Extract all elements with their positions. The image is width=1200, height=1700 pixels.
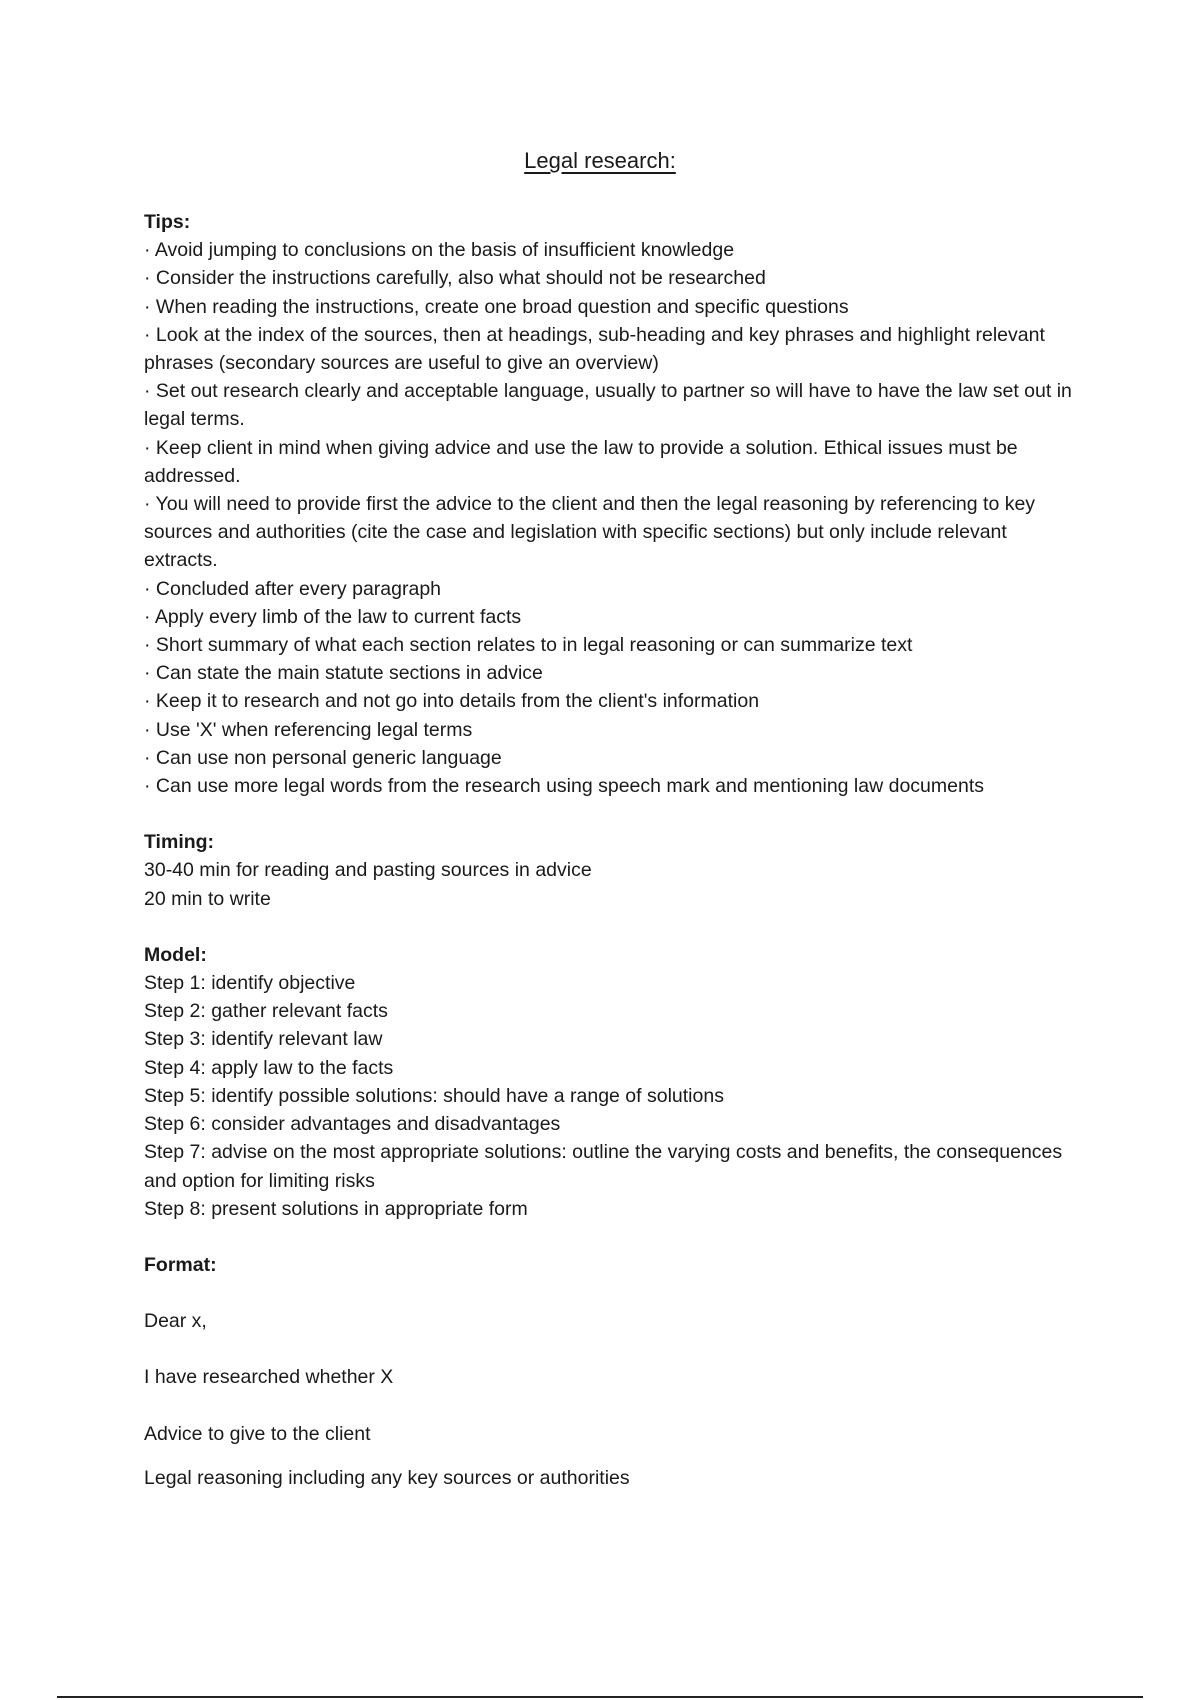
format-advice: Advice to give to the client xyxy=(144,1422,371,1445)
footer-rule xyxy=(57,1696,1143,1698)
model-step: Step 4: apply law to the facts xyxy=(144,1056,394,1079)
tip-item: · Avoid jumping to conclusions on the basis of insufficient knowledge xyxy=(144,239,735,262)
tip-item: · Set out research clearly and acceptable language, usually to partner so will have to have the law set out in legal terms. xyxy=(144,380,1072,431)
model-step: Step 6: consider advantages and disadvantages xyxy=(144,1113,561,1136)
timing-heading: Timing: xyxy=(144,831,215,854)
tip-item: · Can state the main statute sections in advice xyxy=(144,662,543,685)
page-title: Legal research: xyxy=(524,148,676,173)
model-heading: Model: xyxy=(144,943,207,966)
tip-item: · Keep it to research and not go into details from the client's information xyxy=(144,690,760,713)
document-body xyxy=(144,208,1084,1492)
tip-item: · When reading the instructions, create one broad question and specific questions xyxy=(144,295,849,318)
tip-item: · Keep client in mind when giving advice and use the law to provide a solution. Ethical issues must be addressed. xyxy=(144,436,1018,487)
format-intro: I have researched whether X xyxy=(144,1366,394,1389)
tip-item: · Concluded after every paragraph xyxy=(144,577,442,600)
model-step: Step 3: identify relevant law xyxy=(144,1028,383,1051)
format-reasoning: Legal reasoning including any key sources or authorities xyxy=(144,1466,630,1489)
model-step: Step 5: identify possible solutions: should have a range of solutions xyxy=(144,1084,724,1107)
model-step: Step 7: advise on the most appropriate solutions: outline the varying costs and benefits, the consequences and option for limiting risks xyxy=(144,1141,1063,1192)
model-section xyxy=(144,941,1084,1223)
tips-section xyxy=(144,208,1084,800)
tip-item: · Consider the instructions carefully, also what should not be researched xyxy=(144,267,766,290)
format-heading: Format: xyxy=(144,1253,217,1276)
model-step: Step 2: gather relevant facts xyxy=(144,1000,388,1023)
timing-line: 20 min to write xyxy=(144,887,271,910)
tip-item: · Use 'X' when referencing legal terms xyxy=(144,718,473,741)
model-step: Step 1: identify objective xyxy=(144,972,356,995)
tip-item: · Short summary of what each section relates to in legal reasoning or can summarize text xyxy=(144,634,913,657)
format-salutation: Dear x, xyxy=(144,1310,207,1333)
timing-line: 30-40 min for reading and pasting sources in advice xyxy=(144,859,592,882)
tip-item: · You will need to provide first the advice to the client and then the legal reasoning by referencing to key sources and authorities (cite the case and legislation with specific sections) but only include relevant extracts. xyxy=(144,493,1036,572)
format-section xyxy=(144,1251,1084,1492)
tip-item: · Look at the index of the sources, then at headings, sub-heading and key phrases and highlight relevant phrases (secondary sources are useful to give an overview) xyxy=(144,323,1045,375)
tip-item: · Can use more legal words from the research using speech mark and mentioning law documents xyxy=(144,775,984,798)
tips-heading: Tips: xyxy=(144,211,191,233)
tip-item: · Can use non personal generic language xyxy=(144,746,502,769)
model-step: Step 8: present solutions in appropriate form xyxy=(144,1197,528,1220)
timing-section xyxy=(144,828,1084,913)
tip-item: · Apply every limb of the law to current facts xyxy=(144,605,522,628)
